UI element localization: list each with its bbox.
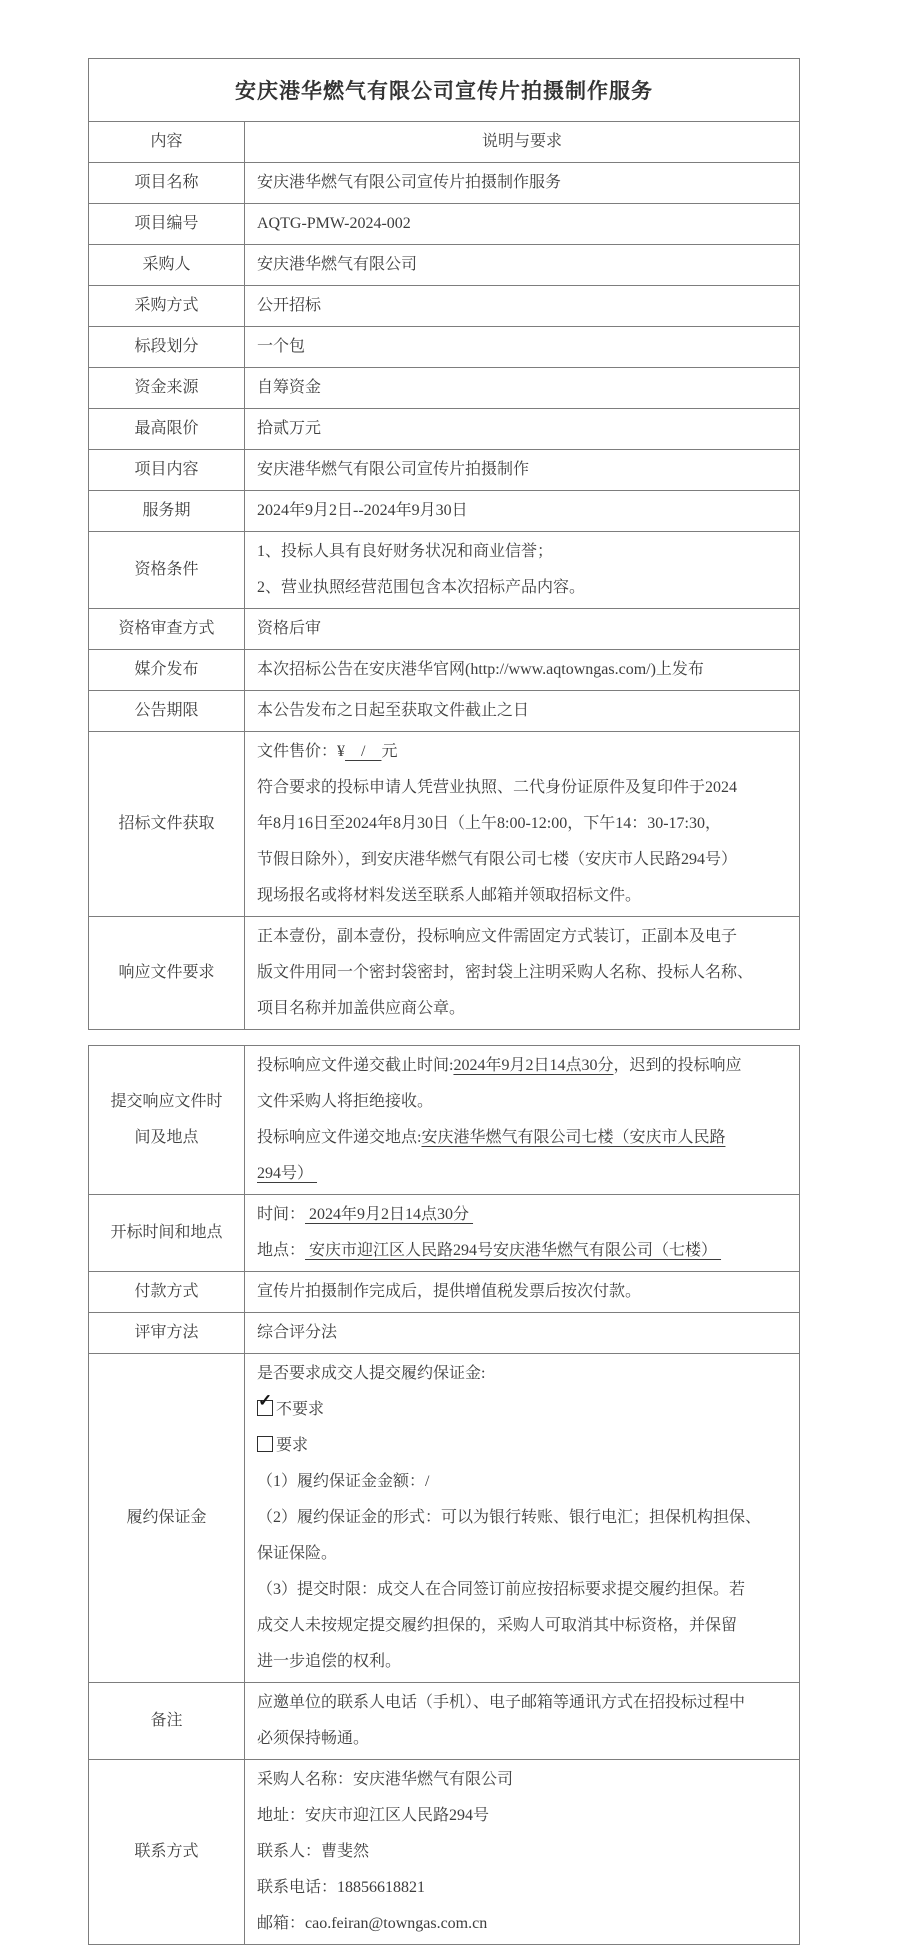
text: 安庆港华燃气有限公司 <box>257 256 418 273</box>
text: ，迟到的投标响应 <box>613 1057 742 1074</box>
content-line <box>257 955 787 991</box>
content-line <box>257 1685 787 1721</box>
text: 一个包 <box>257 338 306 355</box>
content-line <box>257 1356 787 1392</box>
content-line <box>257 165 787 201</box>
table-row <box>89 491 800 532</box>
checkbox-checked-icon: ✓ <box>257 1400 273 1416</box>
text: 正本壹份，副本壹份，投标响应文件需固定方式装订，正副本及电子 <box>257 928 738 945</box>
row-label: 项目内容 <box>89 450 245 491</box>
content-line <box>257 534 787 570</box>
text: 保证保险。 <box>257 1545 338 1562</box>
row-label: 标段划分 <box>89 327 245 368</box>
row-label: 媒介发布 <box>89 650 245 691</box>
row-label: 资格审查方式 <box>89 609 245 650</box>
content-line <box>257 1870 787 1906</box>
row-label: 付款方式 <box>89 1272 245 1313</box>
row-label: 开标时间和地点 <box>89 1195 245 1272</box>
content-line <box>257 734 787 770</box>
text: 拾贰万元 <box>257 420 322 437</box>
row-label: 采购人 <box>89 245 245 286</box>
table-row <box>89 1760 800 1945</box>
tender-document <box>88 58 800 1945</box>
text: 年8月16日至2024年8月30日（上午8:00-12:00，下午14：30-17:30， <box>257 815 721 832</box>
content-line <box>257 452 787 488</box>
content-line <box>257 1762 787 1798</box>
content-line <box>257 652 787 688</box>
row-content <box>245 286 800 327</box>
table-row <box>89 327 800 368</box>
row-content <box>245 650 800 691</box>
underlined-text: 2024年9月2日14点30分 <box>305 1206 474 1223</box>
underlined-text: 294号） <box>257 1165 318 1182</box>
row-content <box>245 732 800 917</box>
table-row <box>89 532 800 609</box>
text: （2）履约保证金的形式：可以为银行转账、银行电汇；担保机构担保、 <box>257 1509 762 1526</box>
submission-info-table <box>88 1045 800 1945</box>
table-row <box>89 368 800 409</box>
row-label: 联系方式 <box>89 1760 245 1945</box>
content-line <box>257 329 787 365</box>
row-label: 评审方法 <box>89 1313 245 1354</box>
underlined-text: 2024年9月2日14点30分 <box>453 1057 614 1074</box>
content-line <box>257 1906 787 1942</box>
content-line <box>257 770 787 806</box>
text: 项目名称并加盖供应商公章。 <box>257 1000 466 1017</box>
text: 地址：安庆市迎江区人民路294号 <box>257 1807 490 1824</box>
text: 地点： <box>257 1242 306 1259</box>
row-label: 服务期 <box>89 491 245 532</box>
underlined-text: 安庆港华燃气有限公司七楼（安庆市人民路 <box>421 1129 726 1146</box>
content-line <box>257 493 787 529</box>
table-row <box>89 450 800 491</box>
content-line <box>257 1197 787 1233</box>
text: 文件售价：¥ <box>257 743 346 760</box>
checkbox-unchecked-icon <box>257 1436 273 1452</box>
column-header-requirements: 说明与要求 <box>245 122 800 163</box>
content-line <box>257 611 787 647</box>
procurement-info-table <box>88 58 800 1030</box>
content-line <box>257 1274 787 1310</box>
text: 元 <box>381 743 398 760</box>
text: 是否要求成交人提交履约保证金: <box>257 1365 486 1382</box>
text: 节假日除外），到安庆港华燃气有限公司七楼（安庆市人民路294号） <box>257 851 738 868</box>
text: （3）提交时限：成交人在合同签订前应按招标要求提交履约担保。若 <box>257 1581 746 1598</box>
content-line <box>257 1233 787 1269</box>
column-header-content: 内容 <box>89 122 245 163</box>
row-content <box>245 691 800 732</box>
table-row <box>89 1195 800 1272</box>
content-line <box>257 1392 787 1428</box>
table-row <box>89 1683 800 1760</box>
row-content <box>245 532 800 609</box>
text: 1、投标人具有良好财务状况和商业信誉； <box>257 543 554 560</box>
content-line <box>257 1315 787 1351</box>
text: 不要求 <box>276 1401 325 1418</box>
content-line <box>257 919 787 955</box>
table-row <box>89 286 800 327</box>
header-row <box>89 122 800 163</box>
row-content <box>245 609 800 650</box>
row-label: 提交响应文件时 间及地点 <box>89 1046 245 1195</box>
content-line <box>257 806 787 842</box>
table-row <box>89 1313 800 1354</box>
table-row <box>89 163 800 204</box>
text: 必须保持畅通。 <box>257 1730 370 1747</box>
row-content <box>245 1046 800 1195</box>
row-content <box>245 1272 800 1313</box>
table-row <box>89 1354 800 1683</box>
content-line <box>257 570 787 606</box>
content-line <box>257 206 787 242</box>
row-content <box>245 1354 800 1683</box>
row-content <box>245 204 800 245</box>
underlined-text: 安庆市迎江区人民路294号安庆港华燃气有限公司（七楼） <box>305 1242 722 1259</box>
row-label: 项目名称 <box>89 163 245 204</box>
text: AQTG-PMW-2024-002 <box>257 215 411 232</box>
row-label: 项目编号 <box>89 204 245 245</box>
text: 邮箱：cao.feiran@towngas.com.cn <box>257 1915 488 1932</box>
table-row <box>89 691 800 732</box>
text: 本公告发布之日起至获取文件截止之日 <box>257 702 530 719</box>
text: 进一步追偿的权利。 <box>257 1653 402 1670</box>
text: 投标响应文件递交截止时间: <box>257 1057 454 1074</box>
content-line <box>257 411 787 447</box>
text: 投标响应文件递交地点: <box>257 1129 422 1146</box>
table-row <box>89 732 800 917</box>
row-label: 资金来源 <box>89 368 245 409</box>
row-content <box>245 491 800 532</box>
content-line <box>257 1798 787 1834</box>
text: 联系电话：18856618821 <box>257 1879 426 1896</box>
text: 宣传片拍摄制作完成后，提供增值税发票后按次付款。 <box>257 1283 642 1300</box>
text: 公开招标 <box>257 297 322 314</box>
content-line <box>257 1608 787 1644</box>
text: 联系人：曹斐然 <box>257 1843 370 1860</box>
table-row <box>89 609 800 650</box>
row-label: 公告期限 <box>89 691 245 732</box>
row-content <box>245 245 800 286</box>
text: 版文件用同一个密封袋密封，密封袋上注明采购人名称、投标人名称、 <box>257 964 754 981</box>
content-line <box>257 370 787 406</box>
row-content <box>245 1760 800 1945</box>
text: 自筹资金 <box>257 379 322 396</box>
row-label: 资格条件 <box>89 532 245 609</box>
table-row <box>89 1046 800 1195</box>
text: 综合评分法 <box>257 1324 338 1341</box>
row-content <box>245 1313 800 1354</box>
content-line <box>257 1084 787 1120</box>
row-content <box>245 1683 800 1760</box>
table-row <box>89 1272 800 1313</box>
row-label: 履约保证金 <box>89 1354 245 1683</box>
text: 2024年9月2日--2024年9月30日 <box>257 502 468 519</box>
content-line <box>257 1834 787 1870</box>
text: 安庆港华燃气有限公司宣传片拍摄制作服务 <box>257 174 562 191</box>
row-label: 最高限价 <box>89 409 245 450</box>
text: 成交人未按规定提交履约担保的，采购人可取消其中标资格，并保留 <box>257 1617 738 1634</box>
row-content <box>245 1195 800 1272</box>
content-line <box>257 288 787 324</box>
row-content <box>245 450 800 491</box>
row-content <box>245 327 800 368</box>
text: 时间： <box>257 1206 306 1223</box>
content-line <box>257 842 787 878</box>
content-line <box>257 1721 787 1757</box>
text: 符合要求的投标申请人凭营业执照、二代身份证原件及复印件于2024 <box>257 779 738 796</box>
row-content <box>245 409 800 450</box>
underlined-text: / <box>345 743 382 760</box>
row-label: 采购方式 <box>89 286 245 327</box>
table-row <box>89 917 800 1030</box>
document-title: 安庆港华燃气有限公司宣传片拍摄制作服务 <box>89 59 800 122</box>
text: 文件采购人将拒绝接收。 <box>257 1093 434 1110</box>
table-row <box>89 204 800 245</box>
row-label: 备注 <box>89 1683 245 1760</box>
content-line <box>257 1644 787 1680</box>
text: 资格后审 <box>257 620 322 637</box>
content-line <box>257 1536 787 1572</box>
row-content <box>245 368 800 409</box>
text: 应邀单位的联系人电话（手机）、电子邮箱等通讯方式在招投标过程中 <box>257 1694 746 1711</box>
text: 采购人名称：安庆港华燃气有限公司 <box>257 1771 514 1788</box>
row-content <box>245 163 800 204</box>
table-row <box>89 650 800 691</box>
row-content <box>245 917 800 1030</box>
content-line <box>257 247 787 283</box>
text: 安庆港华燃气有限公司宣传片拍摄制作 <box>257 461 530 478</box>
text: 本次招标公告在安庆港华官网(http://www.aqtowngas.com/)上发布 <box>257 661 704 678</box>
table-row <box>89 409 800 450</box>
content-line <box>257 991 787 1027</box>
content-line <box>257 1572 787 1608</box>
content-line <box>257 1120 787 1156</box>
row-label: 招标文件获取 <box>89 732 245 917</box>
content-line <box>257 693 787 729</box>
title-row <box>89 59 800 122</box>
table-row <box>89 245 800 286</box>
content-line <box>257 878 787 914</box>
content-line <box>257 1048 787 1084</box>
content-line <box>257 1156 787 1192</box>
row-label: 响应文件要求 <box>89 917 245 1030</box>
text: 2、营业执照经营范围包含本次招标产品内容。 <box>257 579 586 596</box>
content-line <box>257 1464 787 1500</box>
text: 要求 <box>276 1437 309 1454</box>
text: （1）履约保证金金额：/ <box>257 1473 430 1490</box>
text: 现场报名或将材料发送至联系人邮箱并领取招标文件。 <box>257 887 642 904</box>
content-line <box>257 1428 787 1464</box>
content-line <box>257 1500 787 1536</box>
